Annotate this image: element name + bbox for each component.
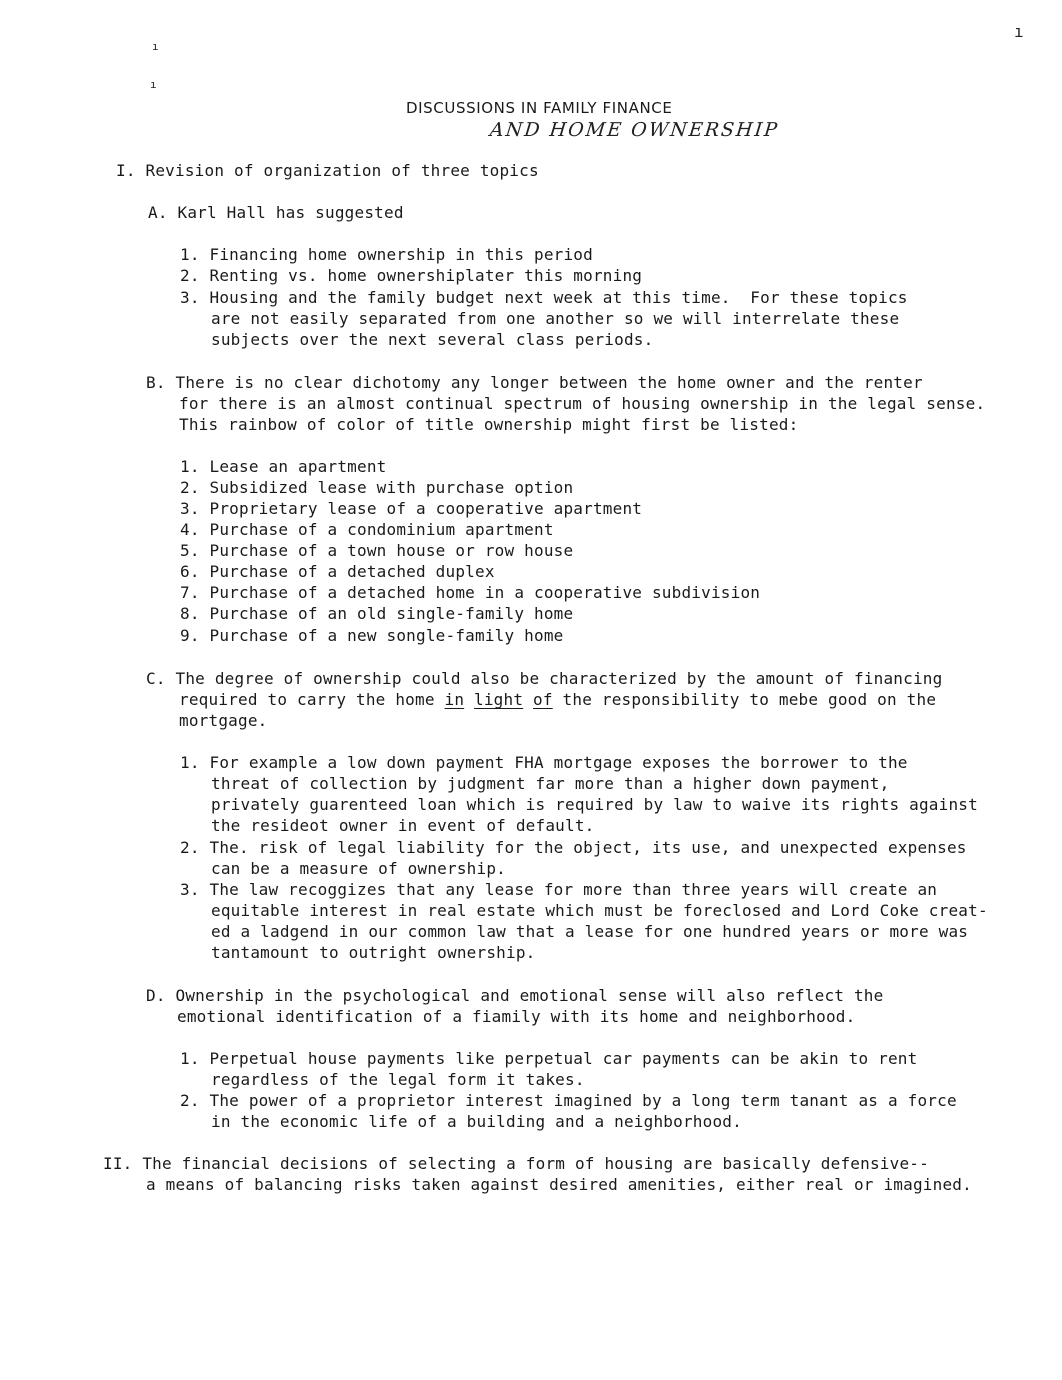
list-item: 2. Renting vs. home ownershiplater this morning (180, 266, 643, 285)
text-fragment: required to carry the home (179, 690, 445, 709)
list-item-continuation: subjects over the next several class periods. (211, 330, 654, 349)
list-item: 4. Purchase of a condominium apartment (180, 520, 554, 539)
paragraph-line: D. Ownership in the psychological and emotional sense will also reflect the (146, 986, 884, 1005)
list-item-continuation: can be a measure of ownership. (211, 859, 506, 878)
list-item: 5. Purchase of a town house or row house (180, 541, 574, 560)
list-item: 9. Purchase of a new songle-family home (180, 626, 564, 645)
list-item: 2. The. risk of legal liability for the object, its use, and unexpected expenses (180, 838, 967, 857)
underlined-word: in (444, 690, 465, 709)
text-fragment: the responsibility to mebe good on the (552, 690, 937, 709)
paragraph-line: mortgage. (179, 711, 268, 730)
underlined-word: light (474, 690, 524, 709)
paragraph-line (179, 689, 936, 710)
paragraph-line: This rainbow of color of title ownership might first be listed: (179, 415, 799, 434)
page-mark: ı (150, 78, 157, 91)
list-item: 3. Housing and the family budget next week at this time. For these topics (180, 288, 908, 307)
list-item-continuation: the resideot owner in event of default. (211, 816, 595, 835)
paragraph-line: a means of balancing risks taken against desired amenities, either real or imagined. (146, 1175, 972, 1194)
list-item-continuation: in the economic life of a building and a neighborhood. (211, 1112, 742, 1131)
list-item: 2. The power of a proprietor interest imagined by a long term tanant as a force (180, 1091, 957, 1110)
list-item: 7. Purchase of a detached home in a cooperative subdivision (180, 583, 761, 602)
list-item: 2. Subsidized lease with purchase option (180, 478, 574, 497)
list-item-continuation: privately guarenteed loan which is required by law to waive its rights against (211, 795, 978, 814)
paragraph-line: emotional identification of a fiamily with its home and neighborhood. (177, 1007, 856, 1026)
paragraph-line: B. There is no clear dichotomy any longer between the home owner and the renter (146, 373, 923, 392)
paragraph-line: C. The degree of ownership could also be characterized by the amount of financing (146, 669, 943, 688)
list-item: 3. Proprietary lease of a cooperative apartment (180, 499, 643, 518)
list-item-continuation: threat of collection by judgment far more than a higher down payment, (211, 774, 890, 793)
underlined-word: of (533, 690, 553, 709)
document-title: DISCUSSIONS IN FAMILY FINANCE (406, 99, 673, 117)
list-item-continuation: ed a ladgend in our common law that a lease for one hundred years or more was (211, 922, 969, 941)
list-item: 1. Perpetual house payments like perpetual car payments can be akin to rent (180, 1049, 918, 1068)
section-heading: I. Revision of organization of three topics (116, 161, 539, 180)
list-item-continuation: tantamount to outright ownership. (211, 943, 536, 962)
subsection-heading: A. Karl Hall has suggested (148, 203, 404, 222)
page-mark: ı (1014, 22, 1024, 41)
list-item: 1. Financing home ownership in this period (180, 245, 593, 264)
list-item-continuation: are not easily separated from one another so we will interrelate these (211, 309, 900, 328)
handwritten-subtitle: AND HOME OWNERSHIP (488, 119, 781, 141)
list-item: 3. The law recoggizes that any lease for more than three years will create an (180, 880, 938, 899)
list-item: 1. For example a low down payment FHA mortgage exposes the borrower to the (180, 753, 908, 772)
list-item-continuation: equitable interest in real estate which must be foreclosed and Lord Coke creat- (211, 901, 988, 920)
list-item: 6. Purchase of a detached duplex (180, 562, 495, 581)
list-item: 1. Lease an apartment (180, 457, 387, 476)
list-item-continuation: regardless of the legal form it takes. (211, 1070, 585, 1089)
section-heading: II. The financial decisions of selecting a form of housing are basically defensive-- (103, 1154, 929, 1173)
list-item: 8. Purchase of an old single-family home (180, 604, 574, 623)
paragraph-line: for there is an almost continual spectrum of housing ownership in the legal sense. (179, 394, 986, 413)
page-mark: ı (152, 40, 159, 53)
